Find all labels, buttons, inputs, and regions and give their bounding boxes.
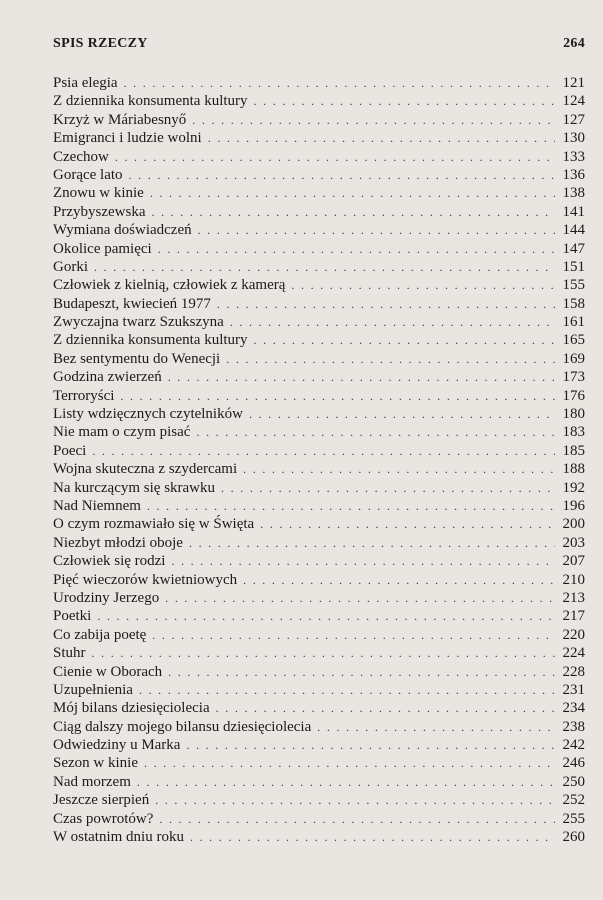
- toc-entry-title: Jeszcze sierpień: [53, 792, 150, 809]
- dot-leader: [243, 460, 555, 478]
- dot-leader: [137, 773, 555, 791]
- toc-entry-page: 144: [562, 222, 585, 239]
- toc-entry: [53, 460, 585, 478]
- dot-leader: [254, 92, 555, 110]
- dot-leader: [158, 240, 555, 258]
- dot-leader: [151, 203, 555, 221]
- toc-entry: [53, 534, 585, 552]
- toc-entry-page: 169: [562, 350, 585, 367]
- toc-entry-title: Psia elegia: [53, 75, 118, 91]
- dot-leader: [216, 699, 555, 717]
- toc-entry-title: Bez sentymentu do Wenecji: [53, 350, 221, 367]
- table-of-contents: [53, 74, 585, 846]
- dot-leader: [155, 791, 555, 809]
- toc-entry: [53, 74, 585, 92]
- toc-entry-title: Mój bilans dziesięciolecia: [53, 700, 210, 717]
- toc-entry-title: Czas powrotów?: [53, 810, 154, 827]
- dot-leader: [159, 810, 555, 828]
- toc-entry-page: 231: [562, 681, 585, 698]
- dot-leader: [198, 221, 555, 239]
- dot-leader: [171, 552, 555, 570]
- toc-entry: [53, 681, 585, 699]
- toc-entry: [53, 791, 585, 809]
- dot-leader: [254, 331, 555, 349]
- toc-entry: [53, 626, 585, 644]
- toc-entry: [53, 221, 585, 239]
- dot-leader: [221, 479, 555, 497]
- toc-entry: [53, 148, 585, 166]
- toc-entry: [53, 663, 585, 681]
- toc-entry-title: Przybyszewska: [53, 203, 146, 220]
- dot-leader: [208, 129, 555, 147]
- toc-entry: [53, 331, 585, 349]
- toc-entry-page: 207: [562, 553, 585, 570]
- toc-entry-page: 185: [562, 442, 585, 459]
- dot-leader: [147, 497, 555, 515]
- dot-leader: [144, 754, 555, 772]
- dot-leader: [92, 442, 555, 460]
- dot-leader: [115, 148, 555, 166]
- section-title: SPIS RZECZY: [53, 36, 148, 51]
- toc-entry: [53, 92, 585, 110]
- toc-entry: [53, 387, 585, 405]
- toc-entry: [53, 479, 585, 497]
- dot-leader: [192, 111, 555, 129]
- toc-entry-title: Odwiedziny u Marka: [53, 737, 181, 754]
- toc-entry-page: 250: [562, 773, 585, 790]
- dot-leader: [190, 828, 555, 846]
- running-header: [53, 36, 585, 52]
- page-number: 264: [563, 36, 585, 51]
- toc-entry-title: Co zabija poetę: [53, 626, 147, 643]
- dot-leader: [291, 276, 555, 294]
- toc-entry-title: W ostatnim dniu roku: [53, 829, 184, 846]
- toc-entry-title: O czym rozmawiało się w Święta: [53, 516, 255, 533]
- toc-entry-page: 252: [562, 792, 585, 809]
- toc-entry: [53, 515, 585, 533]
- toc-entry-page: 130: [562, 130, 585, 147]
- toc-entry: [53, 313, 585, 331]
- toc-entry: [53, 644, 585, 662]
- toc-entry: [53, 240, 585, 258]
- toc-entry-title: Emigranci i ludzie wolni: [53, 130, 202, 147]
- toc-entry-title: Stuhr: [53, 645, 86, 662]
- toc-entry-page: 155: [562, 277, 585, 294]
- toc-entry: [53, 773, 585, 791]
- toc-entry-page: 200: [562, 516, 585, 533]
- dot-leader: [150, 184, 555, 202]
- dot-leader: [230, 313, 555, 331]
- dot-leader: [243, 571, 555, 589]
- dot-leader: [124, 74, 555, 92]
- toc-entry: [53, 423, 585, 441]
- toc-entry-title: Niezbyt młodzi oboje: [53, 534, 183, 551]
- toc-entry: [53, 718, 585, 736]
- toc-entry-title: Nie mam o czym pisać: [53, 424, 191, 441]
- toc-entry-page: 173: [562, 369, 585, 386]
- toc-entry: [53, 184, 585, 202]
- toc-entry-page: 220: [562, 626, 585, 643]
- dot-leader: [196, 423, 555, 441]
- dot-leader: [168, 368, 555, 386]
- toc-entry-title: Pięć wieczorów kwietniowych: [53, 571, 238, 588]
- toc-entry-title: Na kurczącym się skrawku: [53, 479, 216, 496]
- toc-entry: [53, 754, 585, 772]
- toc-entry: [53, 828, 585, 846]
- toc-entry-page: 141: [562, 203, 585, 220]
- toc-entry: [53, 589, 585, 607]
- toc-entry-page: 228: [562, 663, 585, 680]
- dot-leader: [217, 295, 555, 313]
- dot-leader: [260, 515, 555, 533]
- dot-leader: [139, 681, 555, 699]
- toc-entry-title: Człowiek się rodzi: [53, 553, 166, 570]
- toc-entry-title: Godzina zwierzeń: [53, 369, 162, 386]
- toc-entry-page: 165: [562, 332, 585, 349]
- toc-entry-page: 260: [562, 829, 585, 846]
- dot-leader: [186, 736, 555, 754]
- toc-entry: [53, 258, 585, 276]
- toc-entry: [53, 295, 585, 313]
- toc-entry-page: 138: [562, 185, 585, 202]
- toc-entry-title: Cienie w Oborach: [53, 663, 163, 680]
- dot-leader: [97, 607, 555, 625]
- toc-entry-page: 224: [562, 645, 585, 662]
- toc-entry-title: Listy wdzięcznych czytelników: [53, 406, 243, 423]
- toc-entry-title: Czechow: [53, 148, 109, 165]
- toc-entry: [53, 276, 585, 294]
- toc-entry-title: Urodziny Jerzego: [53, 589, 160, 606]
- toc-entry-page: 158: [562, 295, 585, 312]
- toc-entry: [53, 368, 585, 386]
- toc-entry-title: Budapeszt, kwiecień 1977: [53, 295, 211, 312]
- toc-entry-page: 246: [562, 755, 585, 772]
- toc-entry: [53, 810, 585, 828]
- toc-entry-title: Uzupełnienia: [53, 681, 133, 698]
- toc-entry-page: 203: [562, 534, 585, 551]
- toc-entry-title: Terroryści: [53, 387, 115, 404]
- toc-entry-title: Człowiek z kielnią, człowiek z kamerą: [53, 277, 286, 294]
- toc-entry-page: 213: [562, 589, 585, 606]
- toc-entry-title: Wymiana doświadczeń: [53, 222, 192, 239]
- toc-entry-page: 127: [562, 111, 585, 128]
- toc-entry-page: 242: [562, 737, 585, 754]
- toc-entry: [53, 350, 585, 368]
- toc-entry-title: Z dziennika konsumenta kultury: [53, 93, 248, 110]
- toc-entry-page: 124: [562, 93, 585, 110]
- toc-entry-page: 192: [562, 479, 585, 496]
- dot-leader: [189, 534, 555, 552]
- toc-entry: [53, 736, 585, 754]
- toc-entry: [53, 699, 585, 717]
- toc-entry: [53, 405, 585, 423]
- dot-leader: [249, 405, 555, 423]
- toc-entry-page: 255: [562, 810, 585, 827]
- toc-entry: [53, 442, 585, 460]
- toc-entry-title: Nad morzem: [53, 773, 131, 790]
- toc-entry-page: 196: [562, 497, 585, 514]
- dot-leader: [92, 644, 555, 662]
- toc-entry-title: Ciąg dalszy mojego bilansu dziesięciolecia: [53, 718, 312, 735]
- toc-entry-page: 238: [562, 718, 585, 735]
- toc-entry-page: 147: [562, 240, 585, 257]
- toc-entry-title: Sezon w kinie: [53, 755, 138, 772]
- dot-leader: [94, 258, 555, 276]
- toc-entry: [53, 607, 585, 625]
- toc-entry-page: 176: [562, 387, 585, 404]
- toc-entry-title: Gorące lato: [53, 166, 123, 183]
- toc-entry-page: 161: [562, 314, 585, 331]
- toc-entry-page: 136: [562, 166, 585, 183]
- toc-entry: [53, 129, 585, 147]
- toc-entry-page: 183: [562, 424, 585, 441]
- toc-entry: [53, 166, 585, 184]
- toc-entry-page: 210: [562, 571, 585, 588]
- toc-entry-title: Nad Niemnem: [53, 497, 141, 514]
- toc-entry-page: 180: [562, 406, 585, 423]
- toc-entry-page: 151: [562, 258, 585, 275]
- toc-entry-title: Poeci: [53, 442, 87, 459]
- toc-entry-title: Z dziennika konsumenta kultury: [53, 332, 248, 349]
- toc-entry-page: 133: [562, 148, 585, 165]
- dot-leader: [165, 589, 555, 607]
- toc-entry-title: Okolice pamięci: [53, 240, 152, 257]
- toc-entry-title: Gorki: [53, 258, 88, 275]
- toc-entry-title: Wojna skuteczna z szydercami: [53, 461, 238, 478]
- toc-entry: [53, 497, 585, 515]
- dot-leader: [226, 350, 555, 368]
- toc-entry: [53, 552, 585, 570]
- toc-entry: [53, 111, 585, 129]
- toc-entry-page: 188: [562, 461, 585, 478]
- dot-leader: [152, 626, 555, 644]
- toc-entry: [53, 203, 585, 221]
- toc-entry-page: 121: [562, 75, 585, 91]
- dot-leader: [168, 663, 555, 681]
- toc-entry-title: Krzyż w Máriabesnyő: [53, 111, 187, 128]
- dot-leader: [317, 718, 555, 736]
- dot-leader: [129, 166, 555, 184]
- toc-entry-page: 217: [562, 608, 585, 625]
- toc-entry-title: Znowu w kinie: [53, 185, 144, 202]
- toc-entry-title: Poetki: [53, 608, 92, 625]
- toc-entry: [53, 571, 585, 589]
- toc-entry-page: 234: [562, 700, 585, 717]
- toc-entry-title: Zwyczajna twarz Szukszyna: [53, 314, 224, 331]
- dot-leader: [120, 387, 555, 405]
